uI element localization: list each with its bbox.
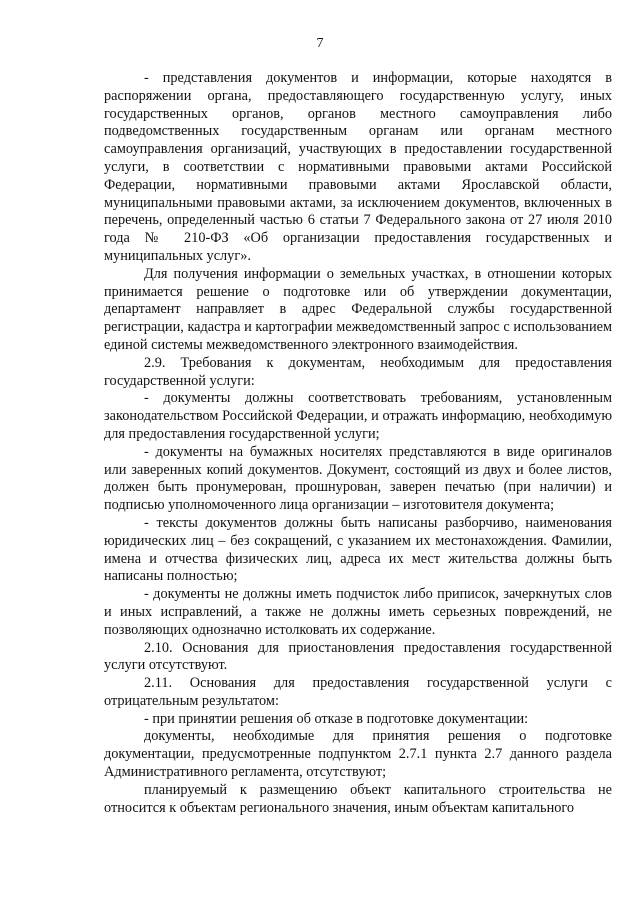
paragraph: - документы на бумажных носителях представляются в виде оригиналов или заверенных копий документов. Документ, состоящий из двух и более листов, должен быть пронумерован, прошнурован, заверен печатью (при наличии) и подписью уполномоченного лица организации – изготовителя документа; [104, 443, 612, 514]
paragraph: документы, необходимые для принятия решения о подготовке документации, предусмотренные подпунктом 2.7.1 пункта 2.7 данного раздела Административного регламента, отсутствуют; [104, 728, 612, 781]
paragraph: 2.10. Основания для приостановления предоставления государственной услуги отсутствуют. [104, 639, 612, 674]
paragraph: - документы не должны иметь подчисток либо приписок, зачеркнутых слов и иных исправлений, а также не должны иметь серьезных повреждений, не позволяющих однозначно истолковать их содержание. [104, 586, 612, 638]
paragraph: - представления документов и информации, которые находятся в распоряжении органа, предоставляющего государственную услугу, иных государственных органов, органов местного самоуправления либо подведомственных государственным органам или органам местного самоуправления организаций, участвующих в предоставлении государственной услуги, в соответствии с нормативными правовыми актами Российской Федерации, нормативными правовыми актами Ярославской области, муниципальными правовыми актами, за исключением документов, включенных в перечень, определенный частью 6 статьи 7 Федерального закона от 27 июля 2010 года № 210-ФЗ «Об организации предоставления государственных и муниципальных услуг». [104, 70, 612, 264]
paragraph: 2.11. Основания для предоставления государственной услуги с отрицательным результатом: [104, 675, 612, 709]
document-body [104, 70, 612, 817]
paragraph: 2.9. Требования к документам, необходимым для предоставления государственной услуги: [104, 354, 612, 389]
page-number: 7 [316, 36, 324, 51]
paragraph: планируемый к размещению объект капитального строительства не относится к объектам регионального значения, иным объектам капитального [104, 781, 612, 816]
paragraph: Для получения информации о земельных участках, в отношении которых принимается решение о подготовке или об утверждении документации, департамент направляет в адрес Федеральной службы государственной регистрации, кадастра и картографии межведомственный запрос с использованием единой системы межведомственного электронного взаимодействия. [104, 265, 612, 353]
paragraph: - документы должны соответствовать требованиям, установленным законодательством Российской Федерации, и отражать информацию, необходимую для предоставления государственной услуги; [104, 390, 612, 442]
paragraph: - при принятии решения об отказе в подготовке документации: [144, 710, 529, 727]
paragraph: - тексты документов должны быть написаны разборчиво, наименования юридических лиц – без сокращений, с указанием их местонахождения. Фамилии, имена и отчества физических лиц, адреса их мест жительства должны быть написаны полностью; [104, 514, 612, 585]
